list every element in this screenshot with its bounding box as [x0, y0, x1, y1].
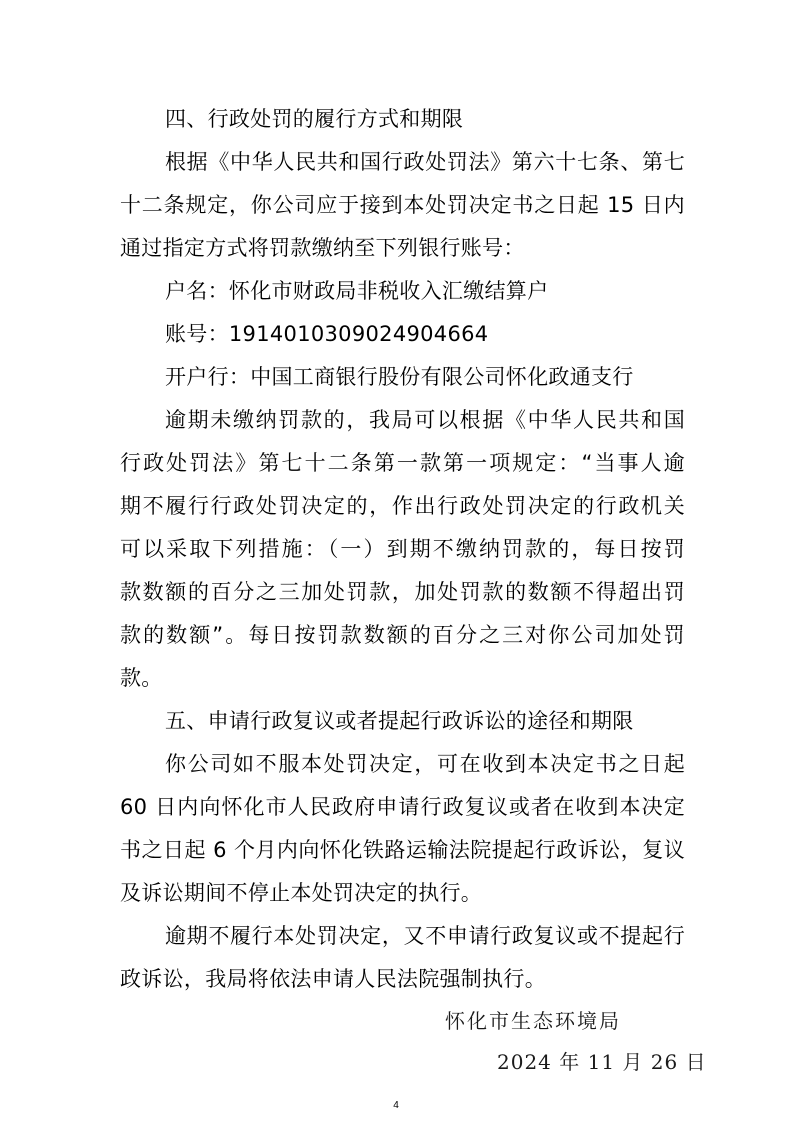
signature-date: 2024 年 11 月 26 日: [497, 1050, 707, 1074]
paragraph-line: 款数额的百分之三加处罚款，加处罚款的数额不得超出罚: [120, 580, 685, 604]
page-number: 4: [393, 1100, 399, 1111]
paragraph-line: 十二条规定，你公司应于接到本处罚决定书之日起 15 日内: [120, 193, 685, 217]
bank-name: 开户行：中国工商银行股份有限公司怀化政通支行: [165, 365, 634, 389]
paragraph-line: 行政处罚法》第七十二条第一款第一项规定：“当事人逾: [120, 451, 685, 475]
paragraph-line: 60 日内向怀化市人民政府申请行政复议或者在收到本决定: [120, 795, 685, 819]
section-5-heading: 五、申请行政复议或者提起行政诉讼的途径和期限: [165, 709, 634, 733]
paragraph-line: 及诉讼期间不停止本处罚决定的执行。: [120, 881, 483, 905]
paragraph-line: 款的数额”。每日按罚款数额的百分之三对你公司加处罚: [120, 623, 685, 647]
paragraph-line: 可以采取下列措施：（一）到期不缴纳罚款的，每日按罚: [120, 537, 685, 561]
signature-organization: 怀化市生态环境局: [445, 1009, 621, 1033]
account-number: 账号：1914010309024904664: [165, 322, 489, 346]
section-4-heading: 四、行政处罚的履行方式和期限: [165, 107, 464, 131]
paragraph-line: 你公司如不服本处罚决定，可在收到本决定书之日起: [165, 752, 685, 776]
paragraph-line: 逾期未缴纳罚款的，我局可以根据《中华人民共和国: [165, 408, 685, 432]
paragraph-line: 根据《中华人民共和国行政处罚法》第六十七条、第七: [165, 150, 685, 174]
paragraph-line: 逾期不履行本处罚决定，又不申请行政复议或不提起行: [165, 924, 685, 948]
account-holder: 户名：怀化市财政局非税收入汇缴结算户: [165, 279, 549, 303]
paragraph-line: 期不履行行政处罚决定的，作出行政处罚决定的行政机关: [120, 494, 685, 518]
paragraph-line: 政诉讼，我局将依法申请人民法院强制执行。: [120, 967, 546, 991]
paragraph-line: 通过指定方式将罚款缴纳至下列银行账号：: [120, 236, 525, 260]
paragraph-line: 书之日起 6 个月内向怀化铁路运输法院提起行政诉讼，复议: [120, 838, 685, 862]
paragraph-line: 款。: [120, 666, 163, 690]
